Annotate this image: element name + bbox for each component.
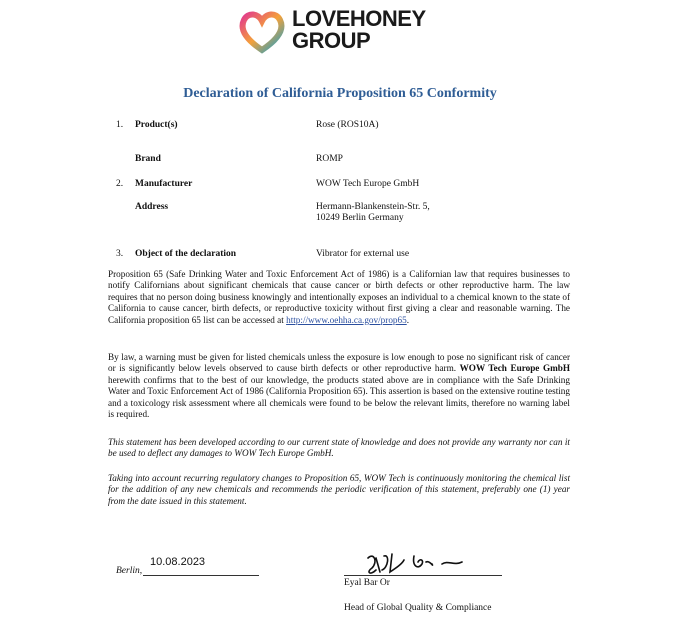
value-manufacturer: WOW Tech Europe GmbH	[316, 179, 420, 189]
paragraph-warning: By law, a warning must be given for listed chemicals unless the exposure is low enough to pose no significant risk of cancer or is significantly below levels observed to cause birth defects or other reproductive harm. WOW Tech Europe GmbH herewith confirms that to the best of our knowledge, the products stated above are in compliance with the Safe Drinking Water and Toxic Enforcement Act of 1986 (California Proposition 65). This assertion is based on the extensive routine testing and a toxicology risk assessment where all chemicals were found to be below the relevant limits, therefore no warning label is required.	[108, 352, 571, 420]
label-address: Address	[135, 202, 169, 212]
value-address-line2: 10249 Berlin Germany	[316, 213, 404, 223]
logo-wordmark: LOVEHONEY GROUP	[292, 6, 426, 53]
value-object: Vibrator for external use	[316, 249, 410, 259]
signatory-name: Eyal Bar Or	[344, 578, 390, 588]
prop65-link[interactable]: http://www.oehha.ca.gov/prop65	[286, 314, 407, 325]
signature-city: Berlin,	[116, 566, 143, 576]
value-brand: ROMP	[316, 154, 343, 164]
signature-date: 10.08.2023	[150, 556, 206, 568]
value-address-line1: Hermann-Blankenstein-Str. 5,	[316, 202, 430, 212]
label-object: Object of the declaration	[135, 249, 237, 259]
item-number: 2.	[116, 179, 124, 189]
company-logo	[238, 8, 448, 56]
item-number: 1.	[116, 120, 124, 130]
heart-logo-icon	[238, 10, 286, 54]
company-name-bold: WOW Tech Europe GmbH	[459, 363, 571, 374]
paragraph-disclaimer: This statement has been developed according to our current state of knowledge and does not provide any warranty nor can it be used to deflect any damages to WOW Tech Europe GmbH.	[108, 437, 570, 459]
value-products: Rose (ROS10A)	[316, 120, 379, 130]
label-brand: Brand	[135, 154, 161, 164]
document-title: Declaration of California Proposition 65 Conformity	[183, 86, 497, 101]
item-number: 3.	[116, 249, 124, 259]
signature-line	[344, 575, 502, 576]
date-line	[143, 575, 259, 576]
label-products: Product(s)	[135, 120, 178, 130]
label-manufacturer: Manufacturer	[135, 179, 193, 189]
signatory-role: Head of Global Quality & Compliance	[344, 603, 492, 613]
paragraph-proposition-65: Proposition 65 (Safe Drinking Water and Toxic Enforcement Act of 1986) is a Californian law that requires businesses to notify Californians about significant chemicals that cause cancer or birth defects or other reproductive harm. The law requires that no person doing business knowingly and intentionally exposes an individual to a chemical known to the state of California to cause cancer, birth defects, or reproductive toxicity without first giving a clear and reasonable warning. The California proposition 65 list can be accessed at http://www.oehha.ca.gov/prop65.	[108, 269, 570, 325]
paragraph-monitoring: Taking into account recurring regulatory changes to Proposition 65, WOW Tech is continuously monitoring the chemical list for the addition of any new chemicals and recommends the periodic verification of this statement, preferably one (1) year from the date issued in this statement.	[108, 473, 570, 506]
